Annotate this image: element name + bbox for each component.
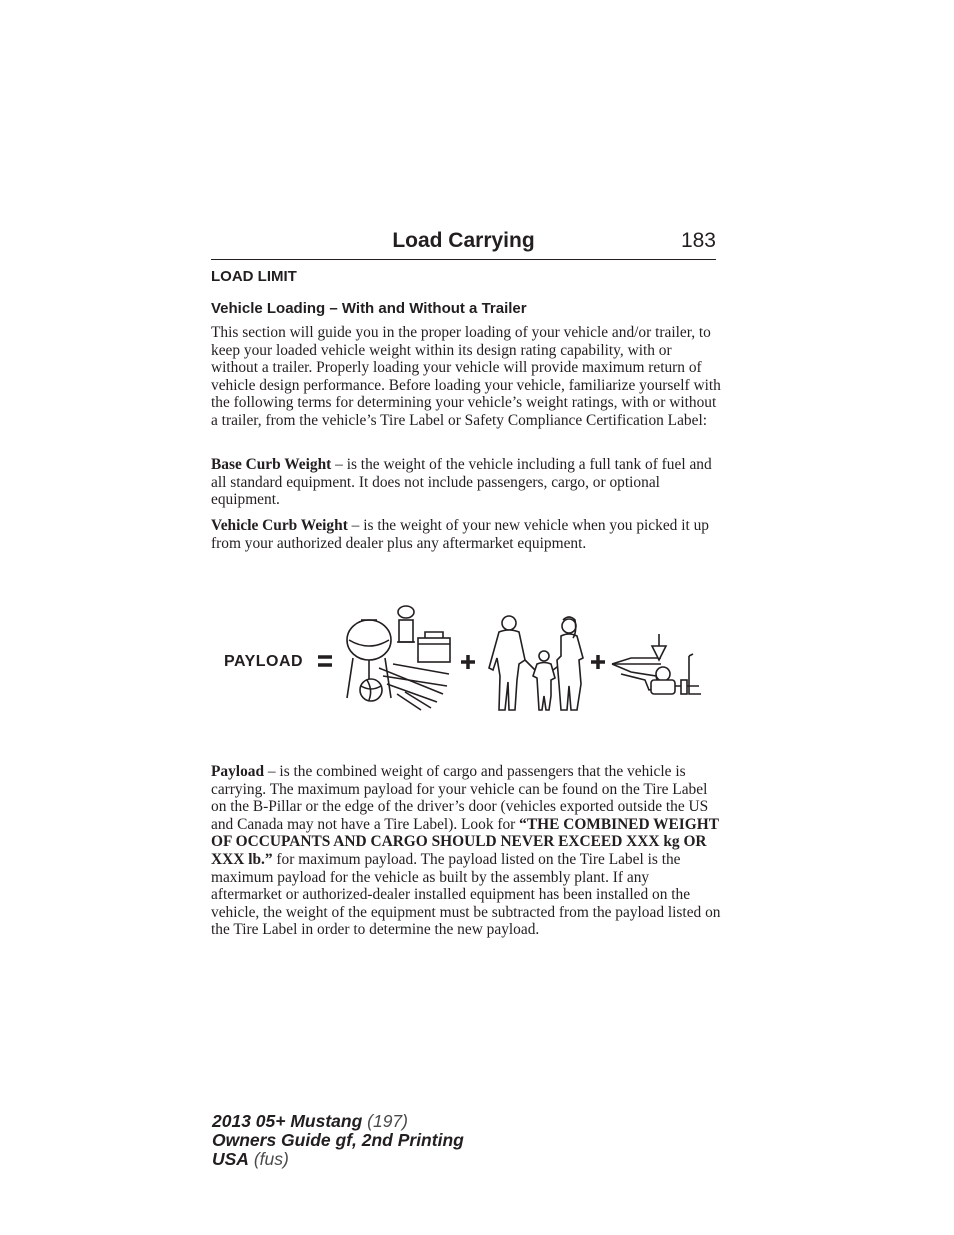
base-curb-weight-definition: – is the weight of the vehicle including a full tank of fuel and all standard equipment. It does not include passengers, cargo, or optional equipment.	[211, 456, 712, 509]
footer-market-code: (fus)	[248, 1149, 289, 1169]
base-curb-weight-paragraph	[211, 456, 721, 509]
footer-line-guide	[212, 1131, 464, 1150]
payload-paragraph	[211, 763, 721, 939]
section-heading: LOAD LIMIT	[211, 268, 297, 285]
trailer-hitch-icon	[612, 634, 701, 694]
chapter-title: Load Carrying	[392, 229, 535, 252]
tire-label-quote: “THE COMBINED WEIGHT OF OCCUPANTS AND CARGO SHOULD NEVER EXCEED XXX kg OR XXX lb.”	[211, 815, 719, 868]
footer-line-model	[212, 1112, 464, 1131]
payload-term: Payload	[211, 763, 265, 780]
passengers-icon	[489, 616, 583, 710]
footer-market: USA	[212, 1149, 249, 1169]
footer-model-code: (197)	[362, 1111, 408, 1131]
payload-illustration	[211, 598, 711, 718]
vehicle-curb-weight-paragraph	[211, 517, 721, 552]
intro-paragraph: This section will guide you in the proper loading of your vehicle and/or trailer, to keep your loaded vehicle weight within its design rating capability, with or without a trailer. Properly loading your vehicle will provide maximum return of vehicle design performance. Before loading your vehicle, familiarize yourself with the following terms for determining your vehicle’s weight ratings, with or without a trailer, from the vehicle’s Tire Label or Safety Compliance Certification Label:	[211, 324, 721, 429]
page-header	[211, 229, 716, 260]
payload-equation-graphic	[211, 598, 711, 718]
footer-guide: Owners Guide gf, 2nd Printing	[212, 1130, 464, 1150]
payload-label: PAYLOAD	[224, 653, 304, 670]
footer-model: 2013 05+ Mustang	[212, 1111, 363, 1131]
vehicle-curb-weight-term: Vehicle Curb Weight	[211, 517, 348, 534]
equals-sign	[318, 657, 332, 665]
plus-sign	[591, 655, 605, 669]
footer-line-market	[212, 1150, 464, 1169]
base-curb-weight-term: Base Curb Weight	[211, 456, 332, 473]
subheading: Vehicle Loading – With and Without a Trailer	[211, 300, 527, 317]
plus-sign	[461, 655, 475, 669]
page-footer	[212, 1112, 464, 1169]
cargo-icon	[347, 606, 450, 710]
payload-definition-end: for maximum payload. The payload listed on the Tire Label is the maximum payload for the vehicle as built by the assembly plant. If any aftermarket or authorized-dealer installed equipment has been installed on the vehicle, the weight of the equipment must be subtracted from the payload listed on the Tire Label in order to determine the new payload.	[211, 850, 721, 939]
payload-definition-start: – is the combined weight of cargo and passengers that the vehicle is carrying. The maximum payload for your vehicle can be found on the Tire Label on the B-Pillar or the edge of the driver’s door (vehicles exported outside the US and Canada may not have a Tire Label). Look for	[211, 763, 709, 833]
vehicle-curb-weight-definition: – is the weight of your new vehicle when you picked it up from your authorized dealer plus any aftermarket equipment.	[211, 517, 709, 552]
page-number: 183	[680, 229, 716, 252]
